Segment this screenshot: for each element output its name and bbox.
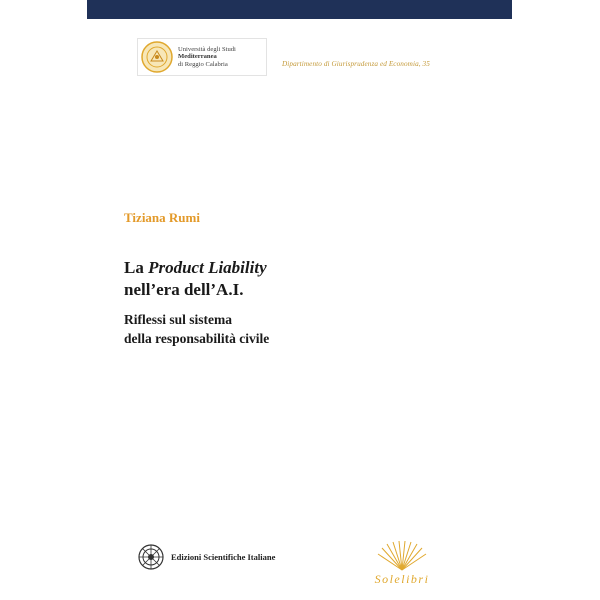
imprint-name: Solelibri [374,572,430,586]
book-title [124,257,267,301]
title-italic: Product Liability [148,258,267,277]
title-line2: nell’era dell’A.I. [124,280,244,299]
university-seal-icon [140,40,174,74]
subtitle-line1: Riflessi sul sistema [124,312,232,327]
book-cover [87,0,512,600]
title-line1 [124,257,267,279]
series-label: Dipartimento di Giurisprudenza ed Economia, 35 [282,60,430,68]
publisher-block [137,543,275,571]
university-logo [137,38,267,76]
title-prefix: La [124,258,149,277]
university-line3: di Reggio Calabria [178,60,228,68]
author-name: Tiziana Rumi [124,210,200,225]
book-subtitle [124,310,269,348]
university-line1: Università degli Studi [178,45,236,53]
publisher-name: Edizioni Scientifiche Italiane [171,552,276,562]
top-color-bar [87,0,512,19]
publisher-logo-icon [137,543,165,571]
solelibri-logo [347,540,457,586]
sun-rays-icon [378,541,426,570]
subtitle-line2: della responsabilità civile [124,331,270,346]
university-name [178,46,236,68]
university-line2: Mediterranea [178,53,217,61]
